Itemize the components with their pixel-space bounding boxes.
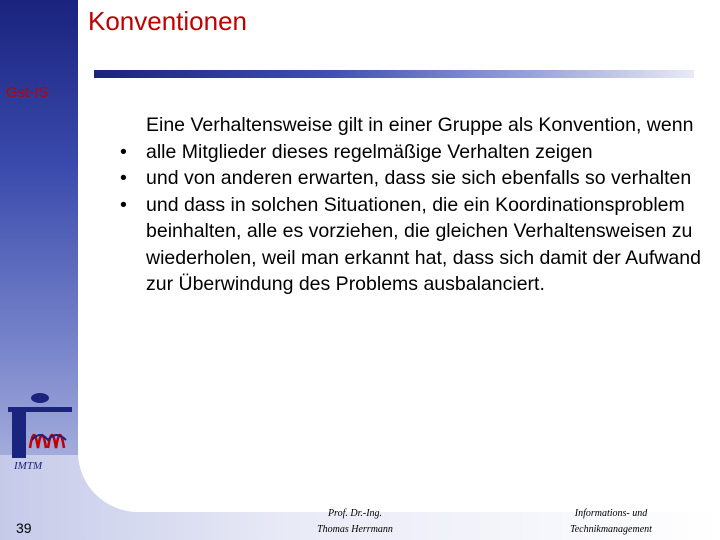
footer-author — [290, 506, 420, 538]
bullet-item — [118, 139, 718, 166]
footer-author-title: Prof. Dr.-Ing. — [327, 508, 383, 519]
side-label: Gst-IS — [6, 84, 49, 101]
title-divider — [94, 70, 694, 78]
footer-department-line2: Technikmanagement — [570, 524, 652, 535]
imtm-logo-icon — [0, 390, 76, 460]
bullet-symbol: • — [120, 140, 127, 163]
bullet-symbol: • — [120, 193, 127, 216]
logo-label: IMTM — [14, 460, 43, 472]
bullet-item — [118, 165, 718, 192]
footer-department-line1: Informations- und — [574, 508, 648, 519]
bullet-text: alle Mitglieder dieses regelmäßige Verhalten zeigen — [146, 140, 593, 163]
bullet-text: und von anderen erwarten, dass sie sich ebenfalls so verhalten — [146, 167, 692, 189]
footer-department — [546, 506, 676, 538]
footer-author-name: Thomas Herrmann — [317, 524, 393, 535]
slide-body — [118, 112, 718, 298]
intro-text: Eine Verhaltensweise gilt in einer Gruppe als Konvention, wenn — [146, 114, 694, 136]
bullet-text: und dass in solchen Situationen, die ein Koordinationsproblem beinhalten, alle es vorziehen, die gleichen Verhaltensweisen zu wiederholen, weil man erkannt hat, dass sich damit der Aufwand zur Überwindung des Problems ausbalanciert. — [146, 193, 701, 295]
page-number: 39 — [16, 520, 32, 536]
bullet-symbol: • — [120, 167, 127, 189]
bullet-item — [118, 192, 718, 298]
slide-title: Konventionen — [88, 6, 248, 36]
